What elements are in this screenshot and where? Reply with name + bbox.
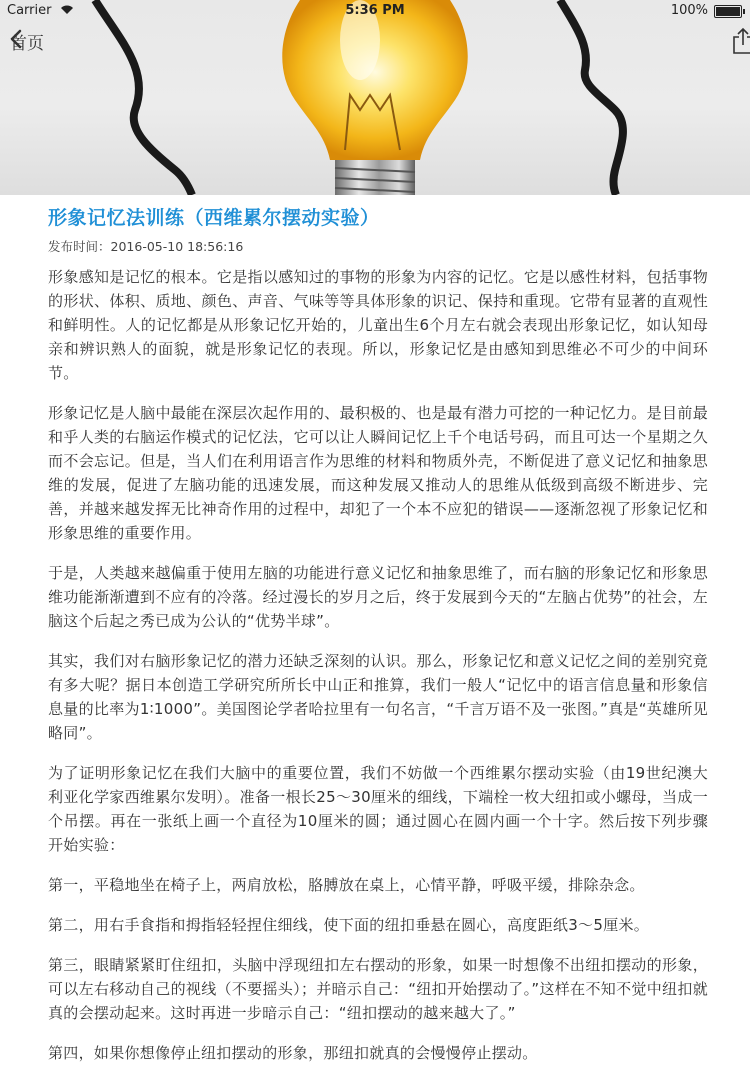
carrier-label: Carrier	[7, 3, 52, 18]
article-paragraph: 第四，如果你想像停止纽扣摆动的形象，那纽扣就真的会慢慢停止摆动。	[48, 1044, 538, 1062]
publish-date-value: 2016-05-10 18:56:16	[110, 239, 244, 254]
article-paragraph: 第二，用右手食指和拇指轻轻捏住细线，使下面的纽扣垂悬在圆心，高度距纸3～5厘米。	[48, 916, 650, 934]
status-time: 5:36 PM	[345, 3, 405, 18]
article-paragraph: 第三，眼睛紧紧盯住纽扣，头脑中浮现纽扣左右摆动的形象，如果一时想像不出纽扣摆动的形象，可以左右移动自己的视线（不要摇头）；并暗示自己：“纽扣开始摆动了。”这样在不知不觉中纽扣就真的会摆动起来。这时再进一步暗示自己：“纽扣摆动的越来越大了。”	[48, 956, 708, 1022]
back-label: 首页	[10, 34, 44, 54]
publish-date-label: 发布时间：	[48, 239, 111, 254]
battery-percent: 100%	[670, 3, 708, 18]
status-bar	[0, 0, 750, 22]
article-paragraph: 形象记忆是人脑中最能在深层次起作用的、最积极的、也是最有潜力可挖的一种记忆力。是目前最和乎人类的右脑运作模式的记忆法，它可以让人瞬间记忆上千个电话号码，而且可达一个星期之久而不会忘记。但是，当人们在利用语言作为思维的材料和物质外壳，不断促进了意义记忆和抽象思维的发展，促进了左脑功能的迅速发展，而这种发展又推动人的思维从低级到高级不断进步、完善，并越来越发挥无比神奇作用的过程中，却犯了一个本不应犯的错误——逐渐忽视了形象记忆和形象思维的重要作用。	[48, 404, 708, 542]
hero-banner	[0, 0, 750, 195]
article	[48, 205, 708, 1081]
article-paragraph: 第一，平稳地坐在椅子上，两肩放松，胳膊放在桌上，心情平静，呼吸平缓，排除杂念。	[48, 876, 645, 894]
nav-bar	[0, 25, 750, 61]
back-button[interactable]	[10, 29, 44, 54]
article-title: 形象记忆法训练（西维累尔摆动实验）	[48, 207, 380, 229]
battery-icon	[714, 5, 742, 18]
article-paragraph: 为了证明形象记忆在我们大脑中的重要位置，我们不妨做一个西维累尔摆动实验（由19世纪澳大利亚化学家西维累尔发明）。准备一根长25～30厘米的细线，下端栓一枚大纽扣或小螺母，当成一个吊摆。再在一张纸上画一个直径为10厘米的圆；通过圆心在圆内画一个十字。然后按下列步骤开始实验：	[48, 764, 708, 854]
article-paragraph: 其实，我们对右脑形象记忆的潜力还缺乏深刻的认识。那么，形象记忆和意义记忆之间的差别究竟有多大呢？据日本创造工学研究所所长中山正和推算，我们一般人“记忆中的语言信息量和形象信息量的比率为1∶1000”。美国图论学者哈拉里有一句名言，“千言万语不及一张图。”真是“英雄所见略同”。	[48, 652, 708, 742]
publish-date	[48, 237, 708, 255]
share-icon	[732, 27, 750, 55]
chevron-left-icon	[10, 29, 22, 49]
article-paragraph: 于是，人类越来越偏重于使用左脑的功能进行意义记忆和抽象思维了，而右脑的形象记忆和形象思维功能渐渐遭到不应有的冷落。经过漫长的岁月之后，终于发展到今天的“左脑占优势”的社会，左脑这个后起之秀已成为公认的“优势半球”。	[48, 564, 708, 630]
article-paragraph: 形象感知是记忆的根本。它是指以感知过的事物的形象为内容的记忆。它是以感性材料，包括事物的形状、体积、质地、颜色、声音、气味等等具体形象的识记、保持和重现。它带有显著的直观性和鲜明性。人的记忆都是从形象记忆开始的，儿童出生6个月左右就会表现出形象记忆，如认知母亲和辨识熟人的面貌，就是形象记忆的表现。所以，形象记忆是由感知到思维必不可少的中间环节。	[48, 268, 708, 382]
